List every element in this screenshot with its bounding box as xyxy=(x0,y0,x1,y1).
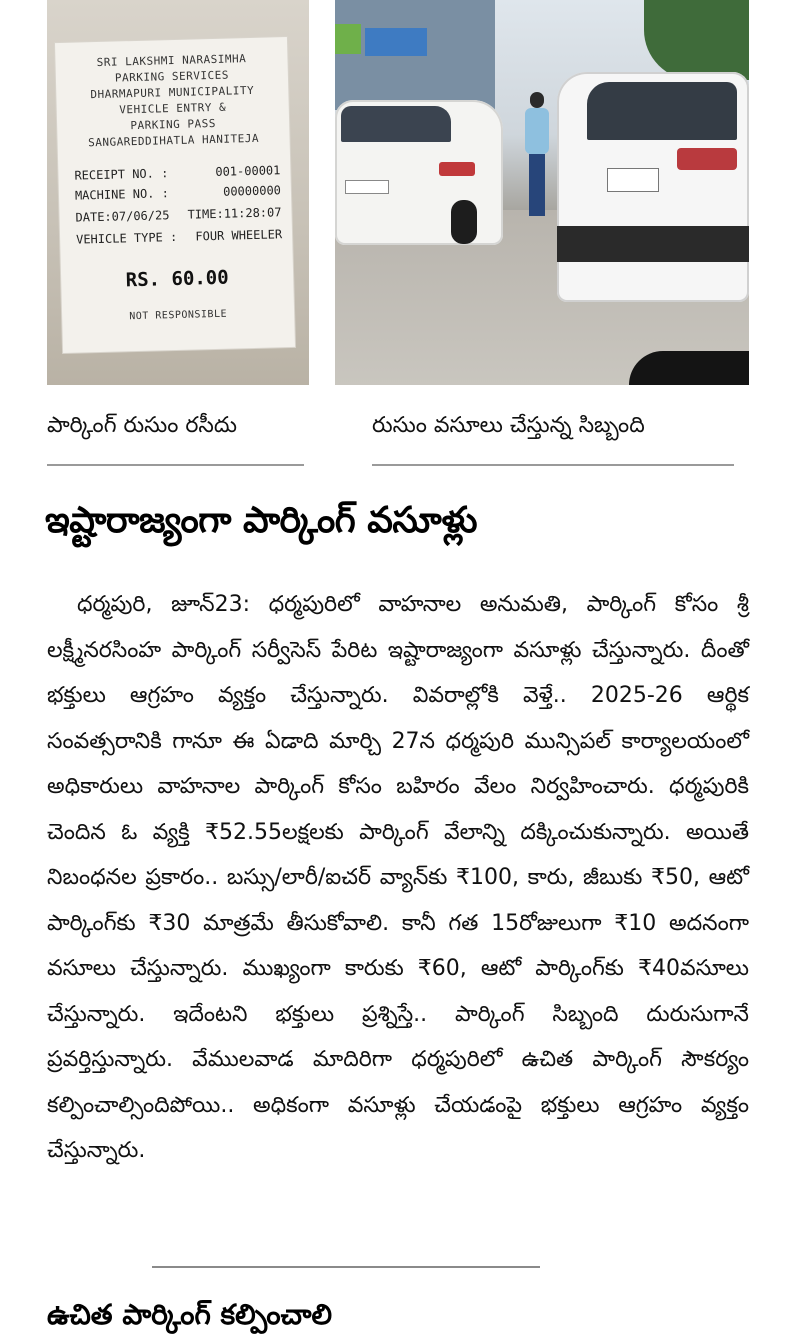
article-end-divider xyxy=(152,1266,540,1268)
receipt-amount: RS. 60.00 xyxy=(125,266,229,292)
parking-receipt xyxy=(55,37,295,353)
suv-tail-light xyxy=(677,148,737,170)
dark-vehicle-edge xyxy=(629,351,749,385)
receipt-footer: NOT RESPONSIBLE xyxy=(129,308,228,323)
car-tail-light xyxy=(439,162,475,176)
receipt-header-line: VEHICLE ENTRY & xyxy=(119,100,227,117)
next-article-headline: ఉచిత పార్కింగ్ కల్పించాలి xyxy=(47,1298,332,1331)
receipt-header-line: PARKING PASS xyxy=(130,116,217,133)
receipt-header-line: PARKING SERVICES xyxy=(114,68,230,85)
person-head xyxy=(530,92,544,108)
white-suv xyxy=(557,72,749,302)
receipt-row-value: FOUR WHEELER xyxy=(195,227,283,244)
street-photo xyxy=(335,0,749,385)
suv-rear-window xyxy=(587,82,737,140)
person-torso xyxy=(525,108,549,154)
receipt-header-line: DHARMAPURI MUNICIPALITY xyxy=(90,83,255,102)
person-legs xyxy=(529,154,545,216)
receipt-row xyxy=(76,227,282,246)
photo-caption-left: పార్కింగ్ రుసుం రసీదు xyxy=(47,413,238,438)
photo-caption-right: రుసుం వసూలు చేస్తున్న సిబ్బంది xyxy=(372,413,645,438)
receipt-row xyxy=(75,183,281,202)
receipt-header-line: SRI LAKSHMI NARASIMHA xyxy=(96,52,247,70)
receipt-row-value: 001-00001 xyxy=(215,163,281,179)
caption-divider xyxy=(372,464,734,466)
receipt-row-label: VEHICLE TYPE : xyxy=(75,229,178,247)
receipt-row-label: MACHINE NO. : xyxy=(74,186,170,203)
car-number-plate xyxy=(345,180,389,194)
receipt-header-line: SANGAREDDIHATLA HANITEJA xyxy=(87,131,260,150)
tree xyxy=(644,0,749,80)
receipt-row-value: TIME:11:28:07 xyxy=(187,205,282,222)
article-body: ధర్మపురి, జూన్23: ధర్మపురిలో వాహనాల అనుమతి, పార్కింగ్ కోసం శ్రీ లక్ష్మీనరసింహ పార్కింగ్ సర్వీసెస్ పేరిట ఇష్టారాజ్యంగా వసూళ్లు చేస్తున్నారు. దీంతో భక్తులు ఆగ్రహం వ్యక్తం చేస్తున్నారు. వివరాల్లోకి వెళ్తే.. 2025-26 ఆర్థిక సంవత్సరానికి గానూ ఈ ఏడాది మార్చి 27న ధర్మపురి మున్సిపల్ కార్యాలయంలో అధికారులు వాహనాల పార్కింగ్ కోసం బహిరం వేలం నిర్వహించారు. ధర్మపురికి చెందిన ఓ వ్యక్తి ₹52.55లక్షలకు పార్కింగ్ వేలాన్ని దక్కించుకున్నారు. అయితే నిబంధనల ప్రకారం.. బస్సు/లారీ/ఐచర్ వ్యాన్‌కు ₹100, కారు, జీబుకు ₹50, ఆటో పార్కింగ్‌కు ₹30 మాత్రమే తీసుకోవాలి. కానీ గత 15రోజులుగా ₹10 అదనంగా వసూలు చేస్తున్నారు. ముఖ్యంగా కారుకు ₹60, ఆటో పార్కింగ్‌కు ₹40వసూలు చేస్తున్నారు. ఇదేంటని భక్తులు ప్రశ్నిస్తే.. పార్కింగ్ సిబ్బంది దురుసుగానే ప్రవర్తిస్తున్నారు. వేములవాడ మాదిరిగా ధర్మపురిలో ఉచిత పార్కింగ్ సౌకర్యం కల్పించాల్సిందిపోయి.. అధికంగా వసూళ్లు చేయడంపై భక్తులు ఆగ్రహం వ్యక్తం చేస్తున్నారు. xyxy=(47,592,749,1163)
car-wheel xyxy=(451,200,477,244)
parking-staff-person xyxy=(523,92,551,218)
suv-bumper xyxy=(557,226,749,262)
shop-sign xyxy=(365,28,427,56)
shop-sign xyxy=(335,24,361,54)
receipt-photo xyxy=(47,0,309,385)
receipt-row-value: 00000000 xyxy=(222,183,282,199)
suv-number-plate xyxy=(607,168,659,192)
receipt-row xyxy=(75,205,281,224)
receipt-row xyxy=(74,163,280,182)
receipt-row-label: DATE:07/06/25 xyxy=(75,208,170,225)
car-rear-window xyxy=(341,106,451,142)
caption-divider xyxy=(47,464,304,466)
receipt-row-label: RECEIPT NO. : xyxy=(74,166,169,183)
article-headline: ఇష్టారాజ్యంగా పార్కింగ్ వసూళ్లు xyxy=(45,500,477,541)
white-car xyxy=(335,100,503,245)
